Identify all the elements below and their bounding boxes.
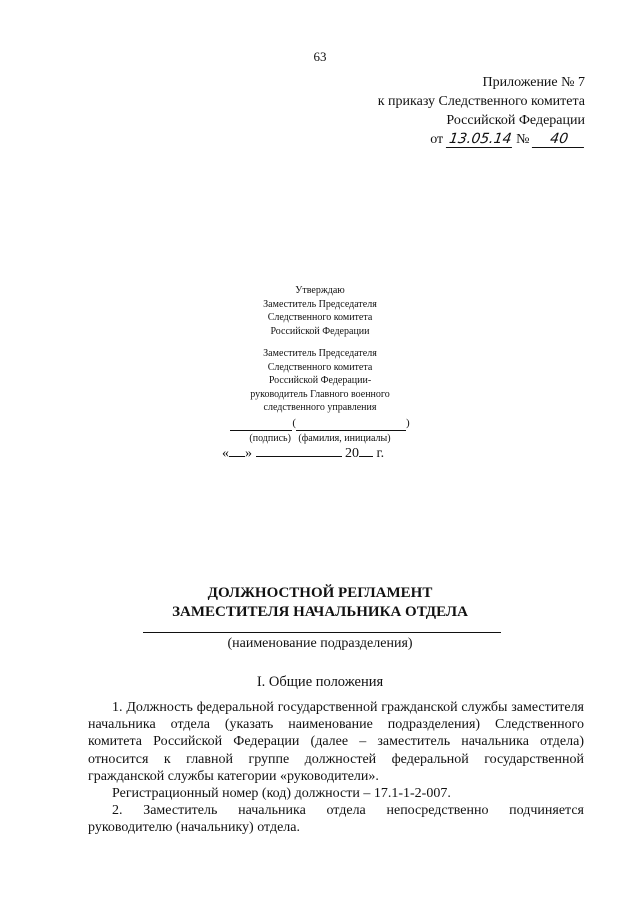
name-blank: [296, 420, 406, 431]
approval-position-1-line: Российской Федерации: [270, 325, 370, 337]
approval-position-1-line: Следственного комитета: [267, 312, 373, 323]
open-quote: «: [222, 446, 229, 461]
approval-block: [200, 284, 440, 445]
close-quote: »: [245, 446, 252, 461]
year-prefix: 20: [345, 446, 359, 461]
approval-position-1-line: Заместитель Председателя: [263, 298, 377, 310]
day-blank: [229, 444, 245, 457]
signature-blank: [230, 420, 292, 431]
handwritten-number: 40: [532, 132, 586, 148]
department-caption: (наименование подразделения): [227, 636, 413, 651]
title-line-1: ДОЛЖНОСТНОЙ РЕГЛАМЕНТ: [207, 585, 433, 601]
signature-caption: (подпись) (фамилия, инициалы): [249, 432, 391, 444]
department-underline: [143, 632, 501, 633]
approval-position-2: [200, 347, 440, 415]
paren-open: (: [292, 417, 296, 429]
body-text: [88, 699, 584, 837]
section-title: I. Общие положения: [256, 674, 384, 690]
handwritten-date: 13.05.14: [446, 132, 514, 148]
paragraph: Регистрационный номер (код) должности – 17.1-1-2-007.: [112, 786, 451, 802]
approval-position-2-line: руководитель Главного военного: [250, 388, 390, 400]
title-line-2: ЗАМЕСТИТЕЛЯ НАЧАЛЬНИКА ОТДЕЛА: [172, 604, 468, 620]
appendix-line-3: Российской Федерации: [446, 113, 585, 128]
year-blank: [359, 444, 373, 457]
approval-position-2-line: Следственного комитета: [267, 361, 373, 373]
paragraph: 1. Должность федеральной государственной гражданской службы заместителя начальника отдела (указать наименование подразделения) Следственного комитета Российской Федерации (далее – заместитель начальника отдела) относится к главной группе должностей федеральной государственной гражданской службы категории «руководители».: [88, 700, 584, 784]
number-sign: №: [516, 132, 530, 147]
paragraph: 2. Заместитель начальника отдела непосредственно подчиняется руководителю (начальнику) отдела.: [88, 803, 584, 836]
appendix-from-prefix: от: [430, 132, 444, 147]
document-title: [0, 584, 640, 622]
approval-heading: Утверждаю: [295, 285, 345, 296]
month-blank: [256, 444, 342, 457]
approval-position-2-line: следственного управления: [263, 402, 377, 413]
appendix-date-number-line: [378, 130, 585, 149]
approval-position-2-line: Российской Федерации-: [268, 375, 372, 386]
approval-position-1: [200, 298, 440, 339]
paren-close: ): [406, 417, 410, 429]
appendix-line-1: Приложение № 7: [482, 75, 585, 90]
approval-date-line: [222, 444, 384, 462]
spacer: [200, 338, 440, 347]
page-number: 63: [313, 49, 327, 64]
appendix-block: [378, 73, 585, 149]
approval-position-2-line: Заместитель Председателя: [263, 348, 377, 359]
year-suffix: г.: [376, 446, 385, 461]
appendix-line-2: к приказу Следственного комитета: [377, 94, 585, 109]
signature-line: [200, 417, 440, 431]
